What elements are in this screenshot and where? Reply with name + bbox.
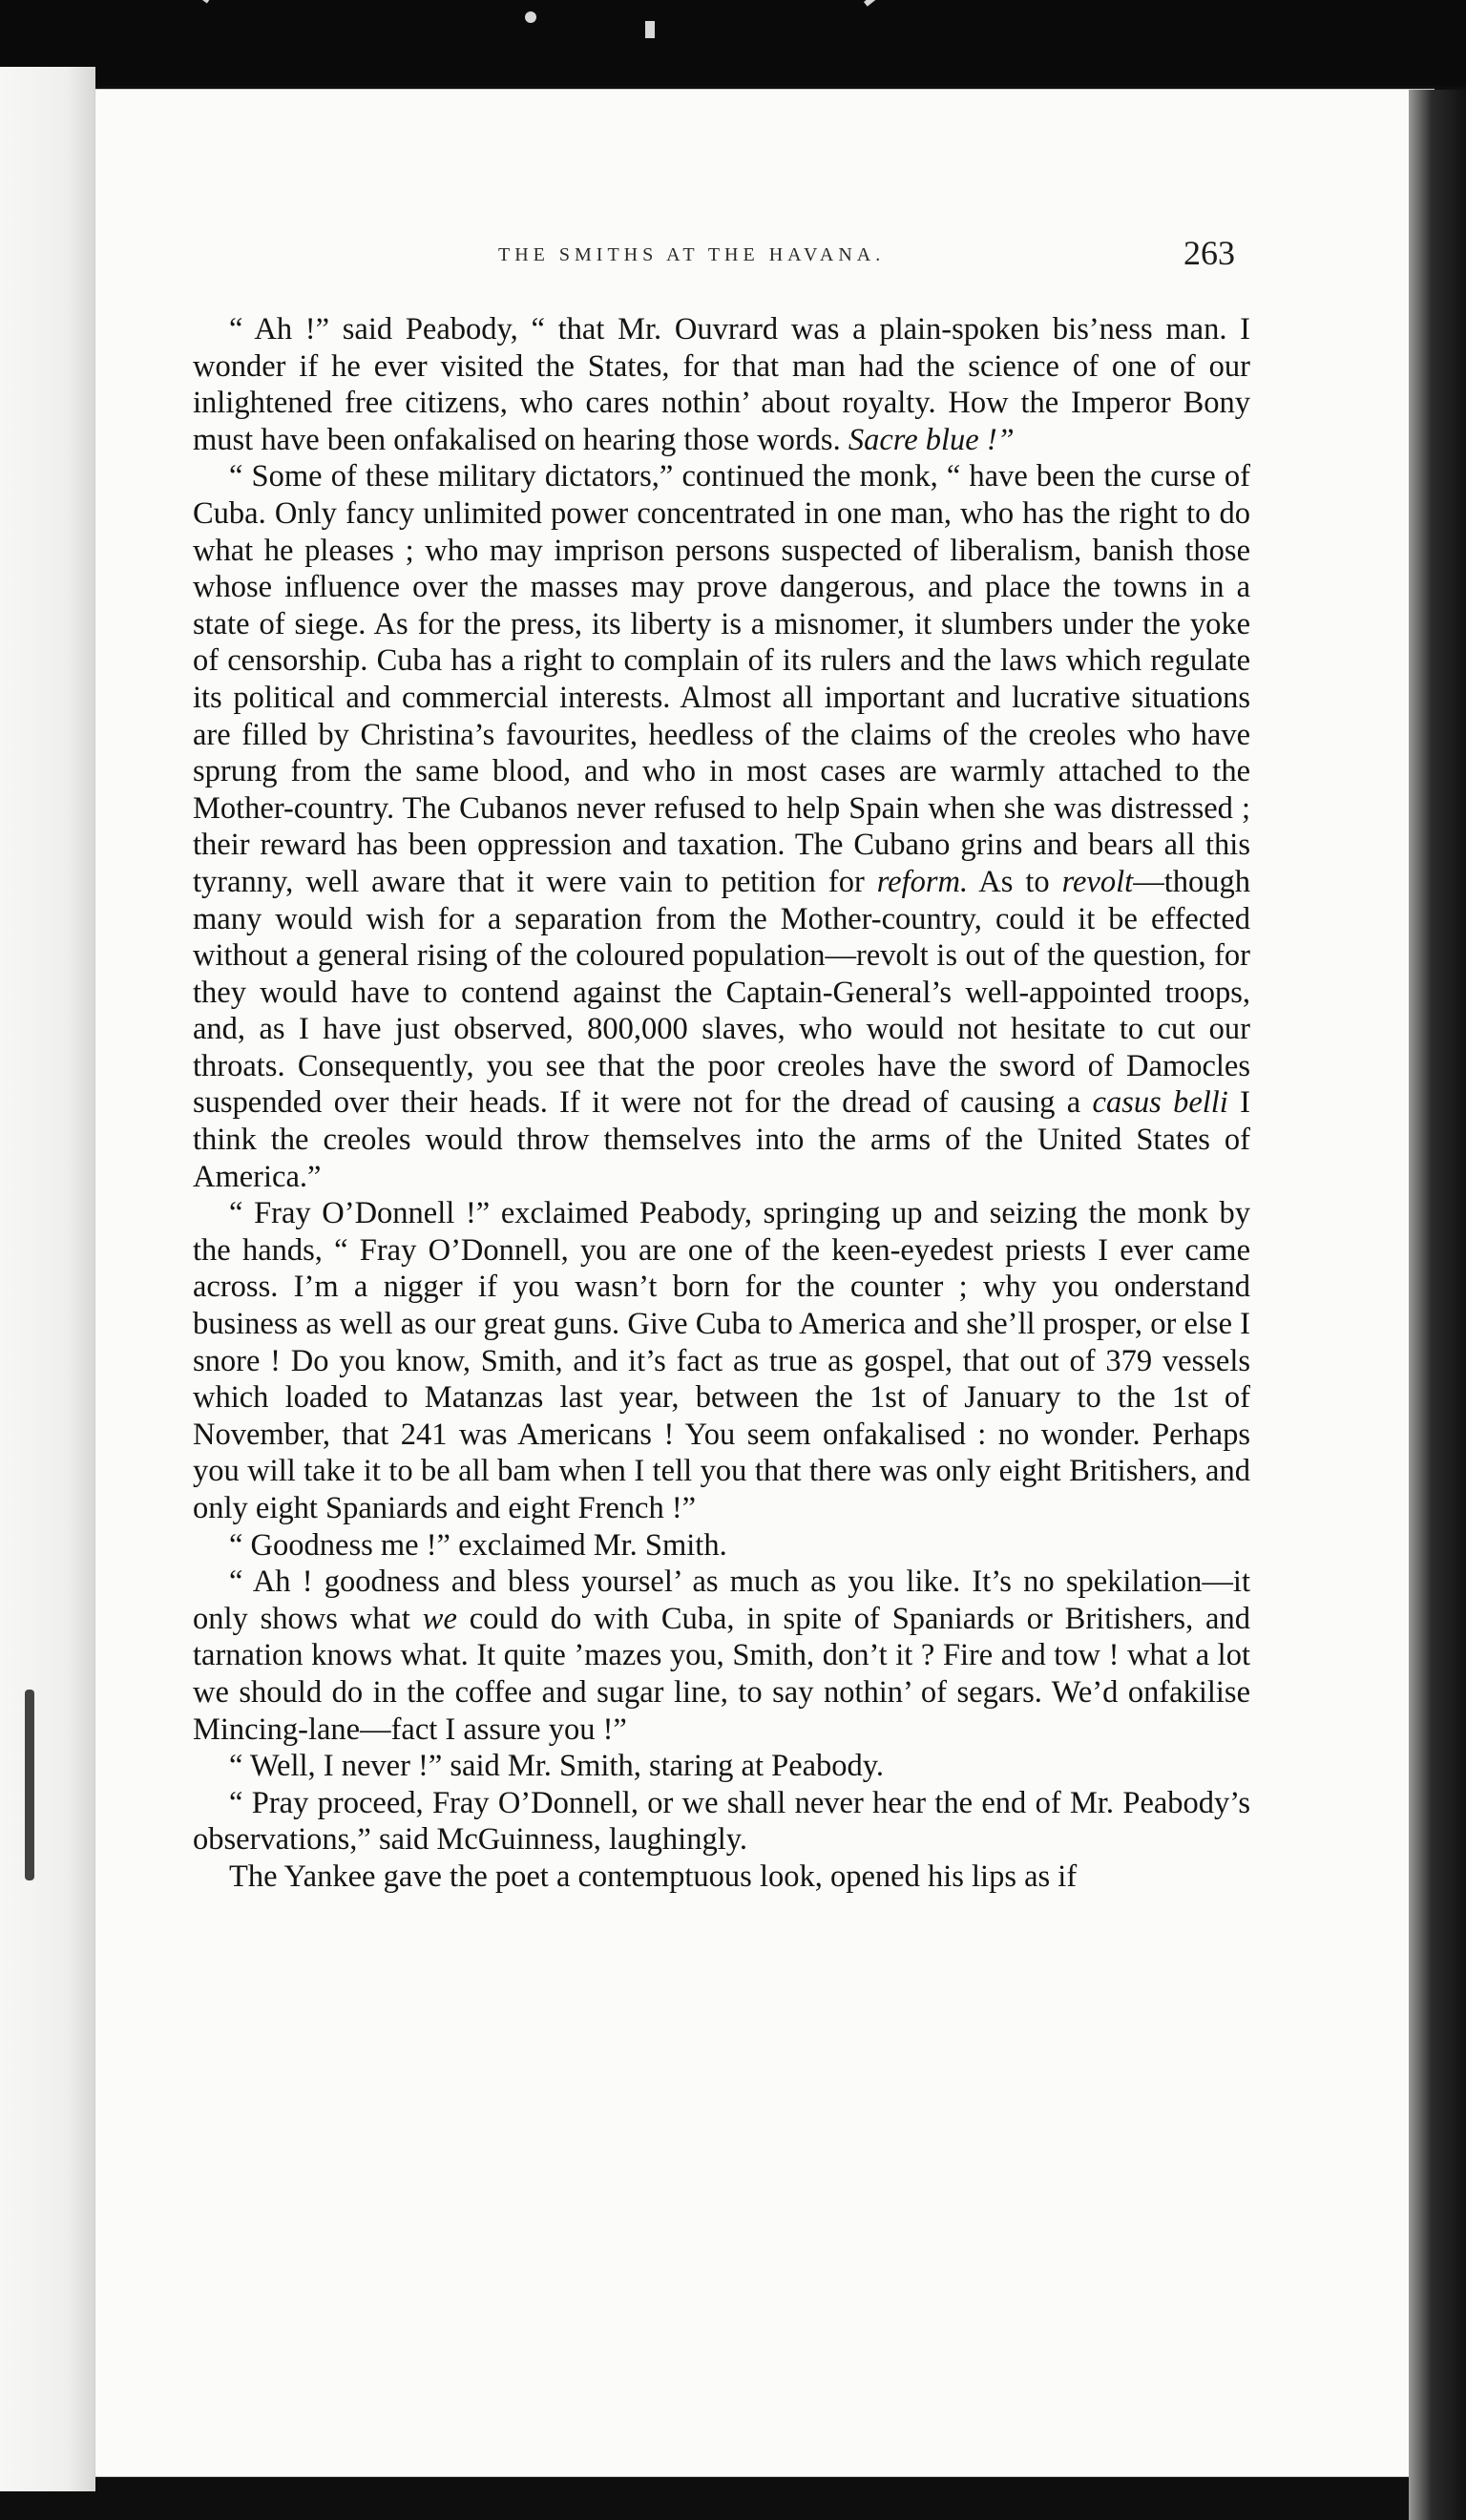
text-run: “ Ah !” said Peabody, “ that Mr. Ouvrard was a plain-spoken bis’ness man. I wonder if he ever visited the States, for that man had the science of one of our inlightened free citizens, who cares nothin’ about royalty. How the Imperor Bony must have been onfakalised on hearing those words. [193,312,1250,457]
paragraph [193,458,1250,1195]
text-run: “ Pray proceed, Fray O’Donnell, or we shall never hear the end of Mr. Peabody’s observations,” said McGuinness, laughingly. [193,1785,1250,1858]
text-run: “ Some of these military dictators,” continued the monk, “ have been the curse of Cuba. Only fancy unlimited power concentrated in one man, who has the right to do what he pleases ; who may imprison persons suspected of liberalism, banish those whose influence over the masses may prove dangerous, and place the towns in a state of siege. As for the press, its liberty is a misnomer, it slumbers under the yoke of censorship. Cuba has a right to complain of its rulers and the laws which regulate its political and commercial interests. Almost all important and lucrative situations are filled by Christina’s favourites, heedless of the claims of the creoles who have sprung from the same blood, and who in most cases are warmly attached to the Mother-country. The Cubanos never refused to help Spain when she was distressed ; their reward has been oppression and taxation. The Cubano grins and bears all this tyranny, well aware that it were vain to petition for [193,459,1250,899]
paragraph [193,1195,1250,1526]
running-head: THE SMITHS AT THE HAVANA. [498,244,886,265]
text-run: “ Ah ! goodness and bless yoursel’ as much as you like. It’s no spekilation—it only shows what [193,1564,1250,1636]
scan-artifact [525,11,536,23]
text-run: As to [968,864,1062,899]
scan-artifact [202,0,229,3]
italic-text: we [422,1601,457,1636]
page-number: 263 [1183,234,1235,272]
text-run: —though many would wish for a separation from the Mother-country, could it be effected without a general rising of the coloured population—revolt is out of the question, for they would have to contend against the Captain-General’s well-appointed troops, and, as I have just observed, 800,000 slaves, who would not hesitate to cut our throats. Consequently, you see that the poor creoles have the sword of Damocles suspended over their heads. If it were not for the dread of causing a [193,864,1250,1121]
text-run: I think the creoles would throw themselves into the arms of the United States of America.” [193,1085,1251,1194]
scan-background-top [0,0,1466,86]
body-text [193,311,1250,1896]
scan-artifact [645,21,655,38]
paragraph [193,1785,1250,1858]
text-run: “ Fray O’Donnell !” exclaimed Peabody, springing up and seizing the monk by the hands, “ Fray O’Donnell, you are one of the keen-eyedest priests I ever came across. I’m a nigger if you wasn’t born for the counter ; why you onderstand business as well as our great guns. Give Cuba to America and she’ll prosper, or else I snore ! Do you know, Smith, and it’s fact as true as gospel, that out of 379 vessels which loaded to Matanzas last year, between the 1st of January to the 1st of November, that 241 was Americans ! You seem onfakalised : no wonder. Perhaps you will take it to be all bam when I tell you that there was only eight Britishers, and only eight Spaniards and eight French !” [193,1196,1250,1525]
italic-text: Sacre blue !” [848,422,1015,457]
paragraph [193,1748,1250,1785]
text-run: “ Well, I never !” said Mr. Smith, staring at Peabody. [229,1749,885,1784]
paragraph [193,1527,1250,1564]
facing-page-edge [0,67,95,2491]
text-run: “ Goodness me !” exclaimed Mr. Smith. [229,1527,727,1563]
italic-text: reform. [876,864,969,899]
text-run: The Yankee gave the poet a contemptuous look, opened his lips as if [229,1858,1078,1894]
italic-text: casus belli [1092,1085,1228,1121]
text-run: could do with Cuba, in spite of Spaniards or Britishers, and tarnation knows what. It quite ’mazes you, Smith, don’t it ? Fire and tow ! what a lot we should do in the coffee and sugar line, to say nothin’ of segars. We’d onfakilise Mincing-lane—fact I assure you !” [193,1601,1250,1747]
paragraph [193,1858,1250,1896]
italic-text: revolt [1061,864,1134,899]
paragraph [193,1564,1250,1748]
page-shadow-edge [1409,90,1466,2520]
scan-artifact [864,0,935,7]
paragraph [193,311,1250,458]
